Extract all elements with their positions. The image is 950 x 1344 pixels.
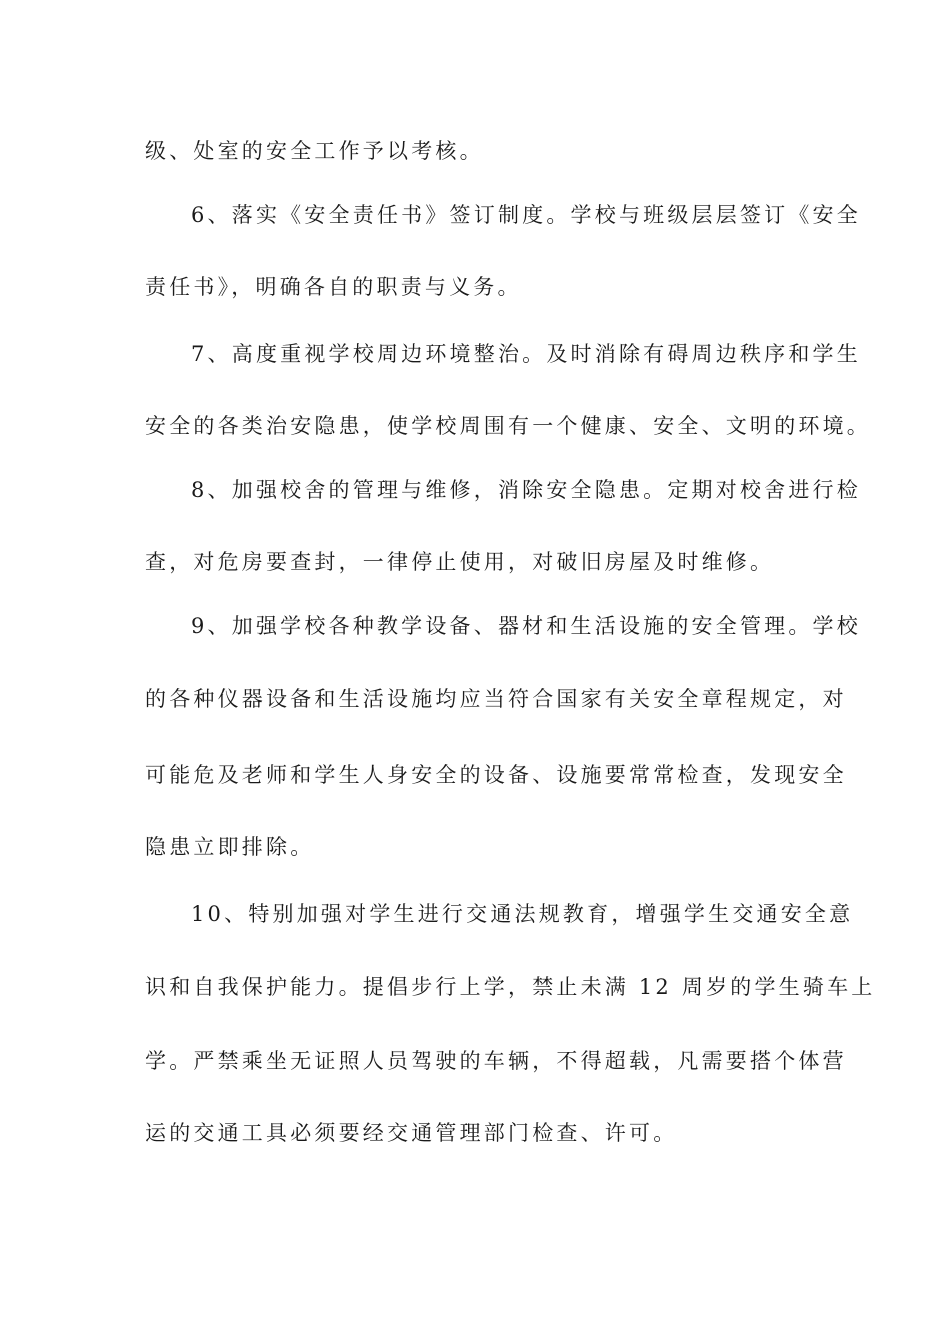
item-8-line-2: 查，对危房要查封，一律停止使用，对破旧房屋及时维修。 xyxy=(145,550,775,574)
item-7-line-1: 7、高度重视学校周边环境整治。及时消除有碍周边秩序和学生 xyxy=(191,342,861,366)
item-10-line-4: 运的交通工具必须要经交通管理部门检查、许可。 xyxy=(145,1121,678,1145)
item-6-line-2: 责任书》，明确各自的职责与义务。 xyxy=(145,275,522,299)
item-9-line-1: 9、加强学校各种教学设备、器材和生活设施的安全管理。学校 xyxy=(191,614,861,638)
item-9-line-3: 可能危及老师和学生人身安全的设备、设施要常常检查，发现安全 xyxy=(145,763,847,787)
item-10-line-2: 识和自我保护能力。提倡步行上学，禁止未满 12 周岁的学生骑车上 xyxy=(145,975,876,999)
item-6-line-1: 6、落实《安全责任书》签订制度。学校与班级层层签订《安全 xyxy=(191,203,861,227)
text-line-1: 级、处室的安全工作予以考核。 xyxy=(145,139,484,163)
item-7-line-2: 安全的各类治安隐患，使学校周围有一个健康、安全、文明的环境。 xyxy=(145,414,871,438)
item-9-line-2: 的各种仪器设备和生活设施均应当符合国家有关安全章程规定，对 xyxy=(145,687,847,711)
item-10-line-3: 学。严禁乘坐无证照人员驾驶的车辆，不得超载，凡需要搭个体营 xyxy=(145,1049,847,1073)
item-9-line-4: 隐患立即排除。 xyxy=(145,835,315,859)
item-8-line-1: 8、加强校舍的管理与维修，消除安全隐患。定期对校舍进行检 xyxy=(191,478,861,502)
item-10-line-1: 10、特别加强对学生进行交通法规教育，增强学生交通安全意 xyxy=(191,902,854,926)
